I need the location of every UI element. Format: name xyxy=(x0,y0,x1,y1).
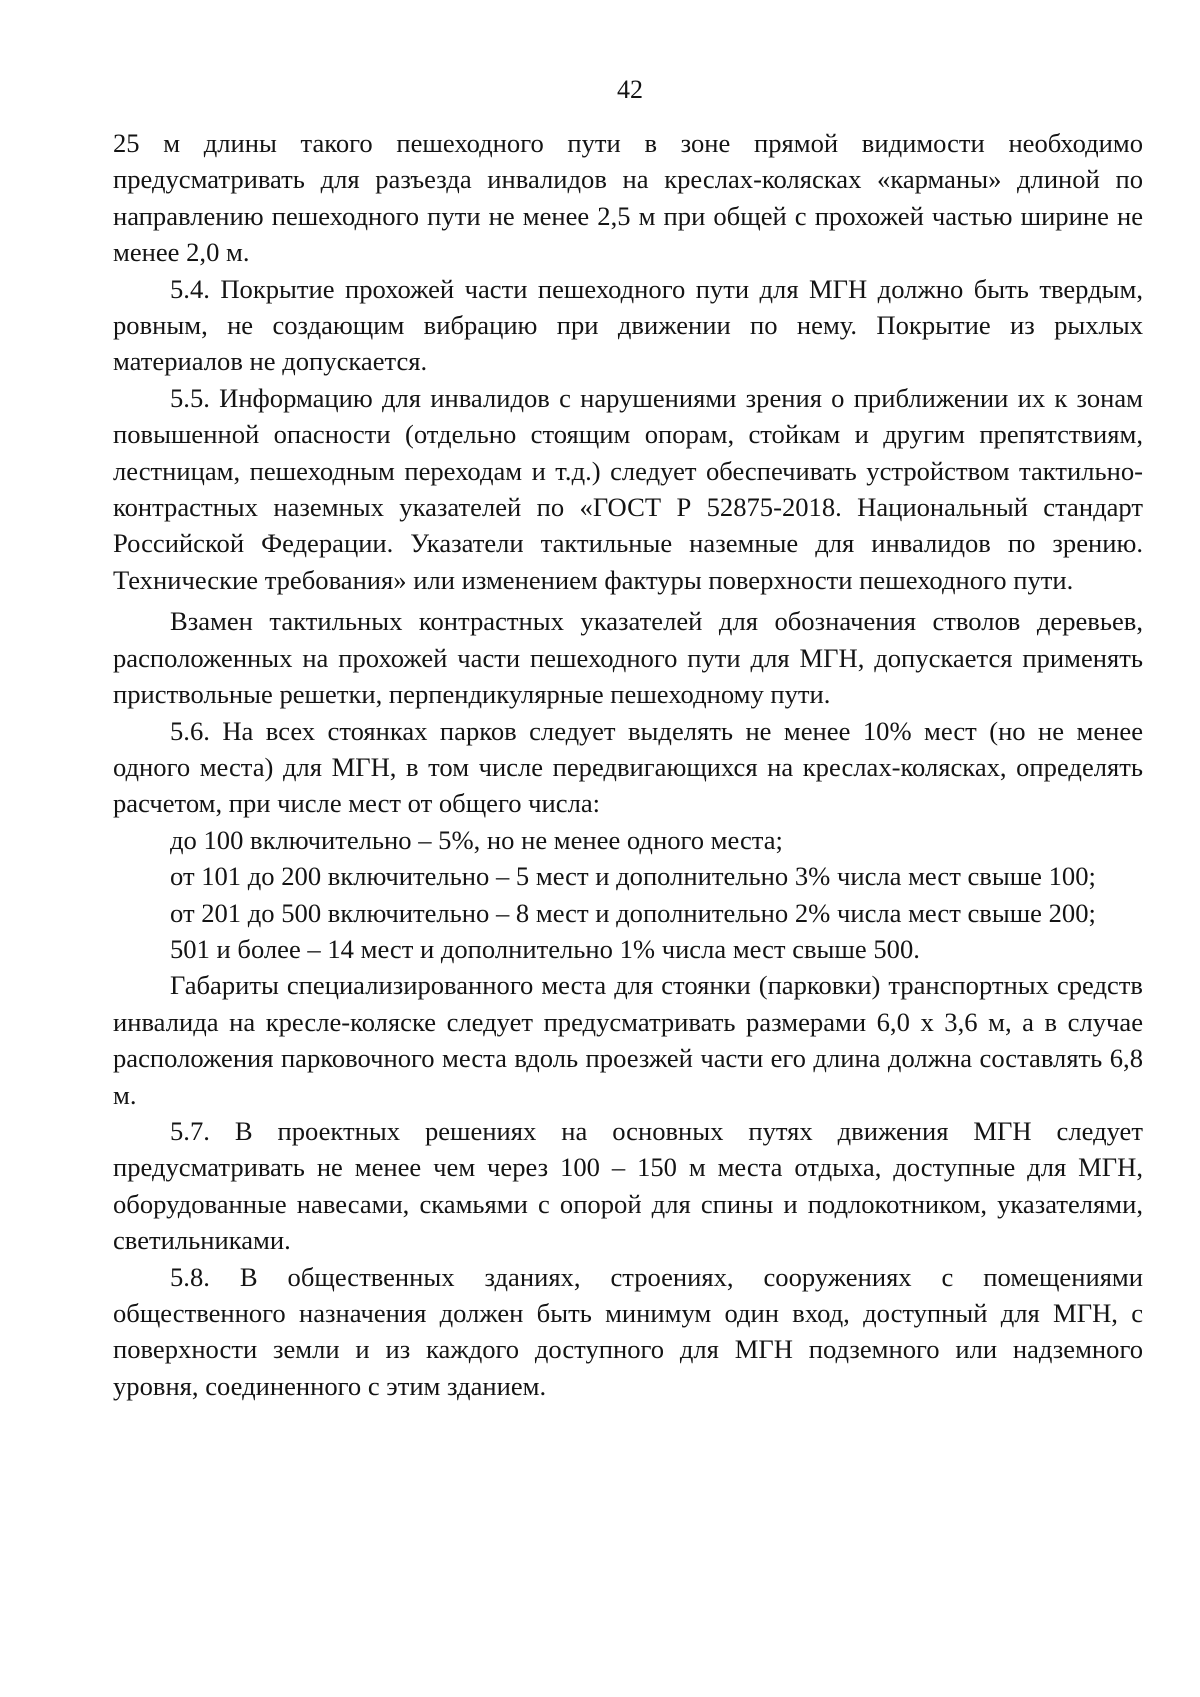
list-item-101-200: от 101 до 200 включительно – 5 мест и дополнительно 3% числа мест свыше 100; xyxy=(170,861,1096,892)
paragraph-parking-dimensions: Габариты специализированного места для стоянки (парковки) транспортных средств инвалида на кресле-коляске следует предусматривать размерами 6,0 х 3,6 м, а в случае расположения парковочного места вдоль проезжей части его длина должна составлять 6,8 м. xyxy=(113,970,1143,1110)
paragraph-5-8: 5.8. В общественных зданиях, строениях, сооружениях с помещениями общественного назначения должен быть минимум один вход, доступный для МГН, с поверхности земли и из каждого доступного для МГН подземного или надземного уровня, соединенного с этим зданием. xyxy=(113,1261,1143,1401)
list-item-201-500: от 201 до 500 включительно – 8 мест и дополнительно 2% числа мест свыше 200; xyxy=(170,897,1096,928)
paragraph-tree-grates: Взамен тактильных контрастных указателей для обозначения стволов деревьев, расположенных на прохожей части пешеходного пути для МГН, допускается применять приствольные решетки, перпендикулярные пешеходному пути. xyxy=(113,606,1143,710)
list-item-up-to-100: до 100 включительно – 5%, но не менее одного места; xyxy=(170,824,783,855)
paragraph-5-5: 5.5. Информацию для инвалидов с нарушениями зрения о приближении их к зонам повышенной опасности (отдельно стоящим опорам, стойкам и другим препятствиям, лестницам, пешеходным переходам и т.д.) следует обеспечивать устройством тактильно-контрастных наземных указателей по «ГОСТ Р 52875-2018. Национальный стандарт Российской Федерации. Указатели тактильные наземные для инвалидов по зрению. Технические требования» или изменением фактуры поверхности пешеходного пути. xyxy=(113,382,1143,595)
paragraph-5-4: 5.4. Покрытие прохожей части пешеходного пути для МГН должно быть твердым, ровным, не создающим вибрацию при движении по нему. Покрытие из рыхлых материалов не допускается. xyxy=(113,273,1143,377)
paragraph-continuation: 25 м длины такого пешеходного пути в зоне прямой видимости необходимо предусматривать для разъезда инвалидов на креслах-колясках «карманы» длиной по направлению пешеходного пути не менее 2,5 м при общей с прохожей частью ширине не менее 2,0 м. xyxy=(113,128,1143,268)
document-body xyxy=(113,125,1143,1404)
paragraph-5-7: 5.7. В проектных решениях на основных путях движения МГН следует предусматривать не менее чем через 100 – 150 м места отдыха, доступные для МГН, оборудованные навесами, скамьями с опорой для спины и подлокотником, указателями, светильниками. xyxy=(113,1115,1143,1256)
paragraph-5-6: 5.6. На всех стоянках парков следует выделять не менее 10% мест (но не менее одного места) для МГН, в том числе передвигающихся на креслах-колясках, определять расчетом, при числе мест от общего числа: xyxy=(113,715,1143,819)
page-number: 42 xyxy=(617,75,643,104)
list-item-501-plus: 501 и более – 14 мест и дополнительно 1% числа мест свыше 500. xyxy=(170,933,920,964)
